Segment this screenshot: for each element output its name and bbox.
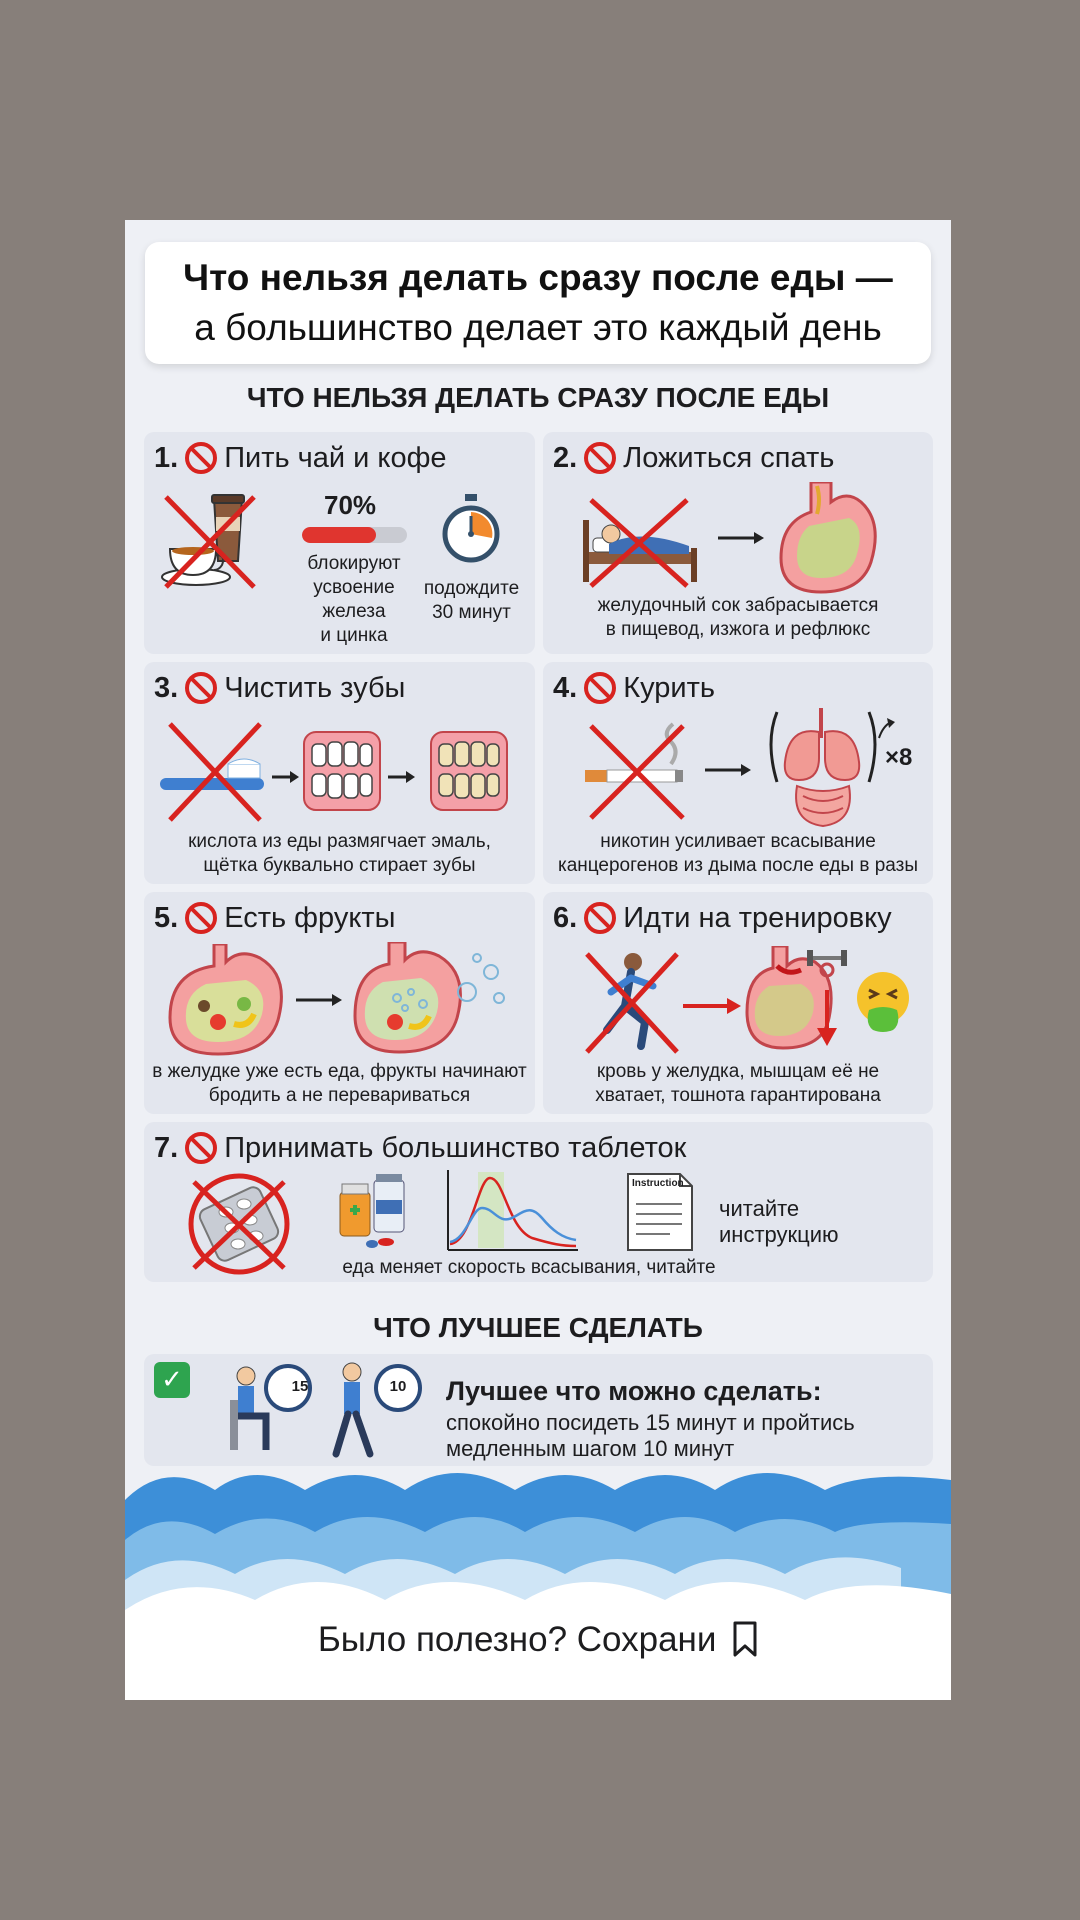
panel-title [154, 668, 405, 708]
medicine-bottles-icon [336, 1174, 408, 1250]
check-icon: ✓ [154, 1362, 190, 1398]
tea-coffee-icon [156, 487, 266, 597]
note-blocks-iron: блокируют усвоение железа и цинка [307, 553, 401, 646]
arrow-right-icon [388, 770, 416, 784]
panel-pills [144, 1122, 933, 1282]
prohibited-icon [583, 441, 617, 475]
item-title: Ложиться спать [623, 442, 835, 474]
arrow-up-icon [877, 718, 897, 740]
infographic-card [125, 220, 951, 1700]
stat-70-percent: 70% [324, 490, 377, 520]
nauseous-face-icon [853, 970, 913, 1032]
panel-workout [543, 892, 933, 1114]
multiplier: ×8 [885, 744, 913, 771]
title-line-2: а большинство делает это каждый день [194, 307, 882, 348]
caption: никотин усиливает всасывание канцерогенов из дыма после еды в разы [557, 831, 919, 876]
panel-title [553, 438, 834, 478]
best-line-1: спокойно посидеть 15 минут и пройтись [446, 1410, 855, 1435]
toothbrush-icon [158, 720, 268, 822]
pill-blister-icon [184, 1172, 294, 1276]
bookmark-icon[interactable] [732, 1621, 758, 1657]
red-arrow-right-icon [683, 996, 743, 1016]
bed-icon [581, 490, 699, 590]
progress-bar [302, 527, 407, 543]
title-line-1: Что нельзя делать сразу после еды — [183, 257, 893, 298]
worn-teeth-icon [429, 730, 509, 812]
footer-save-prompt [125, 1620, 951, 1660]
runner-icon [581, 948, 681, 1056]
dumbbell-down-arrow-icon [805, 944, 849, 1052]
item-title: Принимать большинство таблеток [224, 1132, 687, 1164]
arrow-right-icon [705, 762, 753, 778]
panel-title [154, 1128, 686, 1168]
item-title: Пить чай и кофе [224, 442, 447, 474]
best-title: Лучшее что можно сделать: [446, 1376, 822, 1406]
prohibited-icon [184, 901, 218, 935]
healthy-teeth-icon [302, 730, 382, 812]
item-number: 7. [154, 1132, 179, 1164]
item-number: 1. [154, 442, 179, 474]
caption: в желудке уже есть еда, фрукты начинают бродить а не перевариваться [152, 1061, 527, 1106]
title-box [145, 242, 931, 364]
absorption-chart-icon [442, 1168, 582, 1258]
panel-fruits [144, 892, 535, 1114]
item-number: 5. [154, 902, 179, 934]
caption: кровь у желудка, мышцам её не хватает, тошнота гарантирована [595, 1061, 881, 1106]
stomach-fermenting-icon [349, 942, 519, 1056]
item-number: 4. [553, 672, 578, 704]
item-title: Есть фрукты [224, 902, 396, 934]
arrow-right-icon [718, 530, 766, 546]
prohibited-icon [184, 1131, 218, 1165]
panel-title [553, 668, 715, 708]
progress-bar-fill [302, 527, 376, 543]
arrow-right-icon [296, 992, 344, 1008]
panel-smoking [543, 662, 933, 884]
section-heading-best: ЧТО ЛУЧШЕЕ СДЕЛАТЬ [373, 1312, 703, 1343]
arrow-right-icon [272, 770, 300, 784]
timer-15: 15 [291, 1378, 309, 1395]
item-title: Идти на тренировку [623, 902, 892, 934]
item-number: 2. [553, 442, 578, 474]
panel-brush-teeth [144, 662, 535, 884]
instruction-label: Instruction [632, 1178, 684, 1189]
panel-sleep [543, 432, 933, 654]
caption: желудочный сок забрасывается в пищевод, изжога и рефлюкс [597, 595, 879, 640]
prohibited-icon [583, 901, 617, 935]
lungs-intestines-icon [763, 702, 883, 832]
section-heading-dont: ЧТО НЕЛЬЗЯ ДЕЛАТЬ СРАЗУ ПОСЛЕ ЕДЫ [246, 382, 830, 413]
note-wait: подождите 30 минут [423, 578, 520, 623]
item-number: 6. [553, 902, 578, 934]
sitting-person-icon [226, 1360, 316, 1460]
panel-title [154, 898, 395, 938]
walking-person-icon [326, 1360, 426, 1460]
clouds-decoration [125, 1460, 951, 1700]
best-line-2: медленным шагом 10 минут [446, 1436, 735, 1461]
cigarette-icon [583, 720, 687, 822]
item-title: Чистить зубы [224, 672, 406, 704]
prohibited-icon [184, 441, 218, 475]
panel-tea-coffee [144, 432, 535, 654]
panel-best [144, 1354, 933, 1466]
caption: еда меняет скорость всасывания, читайте [342, 1257, 716, 1278]
stomach-reflux-icon [775, 482, 885, 594]
prohibited-icon [184, 671, 218, 705]
item-number: 3. [154, 672, 179, 704]
item-title: Курить [623, 672, 715, 704]
stopwatch-icon [439, 492, 503, 564]
panel-title [154, 438, 447, 478]
stomach-food-icon [164, 944, 294, 1056]
prohibited-icon [583, 671, 617, 705]
footer-text: Было полезно? Сохрани [317, 1620, 717, 1659]
caption: кислота из еды размягчает эмаль, щётка буквально стирает зубы [188, 831, 491, 876]
side-note: читайте инструкцию [719, 1196, 839, 1247]
timer-10: 10 [389, 1378, 407, 1395]
panel-title [553, 898, 892, 938]
